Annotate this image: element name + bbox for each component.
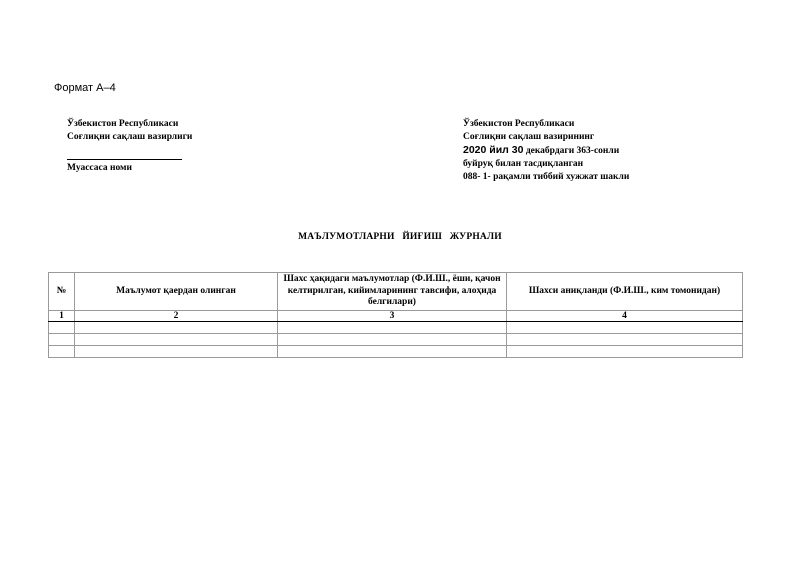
column-number-3: 3 bbox=[278, 311, 507, 322]
institution-label: Муассаса номи bbox=[67, 163, 132, 173]
journal-title: МАЪЛУМОТЛАРНИ ЙИҒИШ ЖУРНАЛИ bbox=[298, 232, 502, 242]
empty-cell bbox=[507, 346, 743, 358]
table-row bbox=[49, 334, 743, 346]
column-number-4: 4 bbox=[507, 311, 743, 322]
header-person-info: Шахс ҳақидаги маълумотлар (Ф.И.Ш., ёши, қачон келтирилган, кийимларининг тавсифи, алоҳида белгилари) bbox=[278, 273, 507, 311]
empty-cell bbox=[278, 346, 507, 358]
column-number-2: 2 bbox=[75, 311, 278, 322]
right-header bbox=[463, 118, 629, 183]
left-header bbox=[67, 118, 192, 175]
journal-table bbox=[48, 272, 743, 358]
column-numbers-row bbox=[49, 311, 743, 322]
table-row bbox=[49, 346, 743, 358]
empty-cell bbox=[75, 346, 278, 358]
empty-cell bbox=[507, 322, 743, 334]
empty-cell bbox=[278, 334, 507, 346]
left-header-line2: Соғлиқни сақлаш вазирлиги bbox=[67, 131, 193, 142]
institution-name-blank bbox=[67, 149, 182, 160]
right-header-line1: Ўзбекистон Республикаси bbox=[463, 119, 575, 129]
right-header-line5: 088- 1- рақамли тиббий хужжат шакли bbox=[463, 171, 630, 182]
approval-date-line bbox=[463, 143, 629, 158]
empty-cell bbox=[49, 322, 75, 334]
approval-order: декабрдаги 363-сонли bbox=[523, 146, 620, 156]
right-header-line4: буйруқ билан тасдиқланган bbox=[463, 159, 584, 169]
table-row bbox=[49, 322, 743, 334]
empty-cell bbox=[507, 334, 743, 346]
approval-date: 2020 йил 30 bbox=[463, 144, 524, 156]
format-label: Формат А–4 bbox=[54, 82, 116, 94]
empty-cell bbox=[49, 346, 75, 358]
right-header-line2: Соғлиқни сақлаш вазирининг bbox=[463, 131, 595, 142]
empty-cell bbox=[75, 322, 278, 334]
table-header-row bbox=[49, 273, 743, 311]
header-source: Маълумот қаердан олинган bbox=[75, 273, 278, 311]
empty-cell bbox=[49, 334, 75, 346]
empty-cell bbox=[75, 334, 278, 346]
column-number-1: 1 bbox=[49, 311, 75, 322]
left-header-line1: Ўзбекистон Республикаси bbox=[67, 119, 179, 129]
header-number: № bbox=[49, 273, 75, 311]
empty-cell bbox=[278, 322, 507, 334]
header-identified: Шахси аниқланди (Ф.И.Ш., ким томонидан) bbox=[507, 273, 743, 311]
